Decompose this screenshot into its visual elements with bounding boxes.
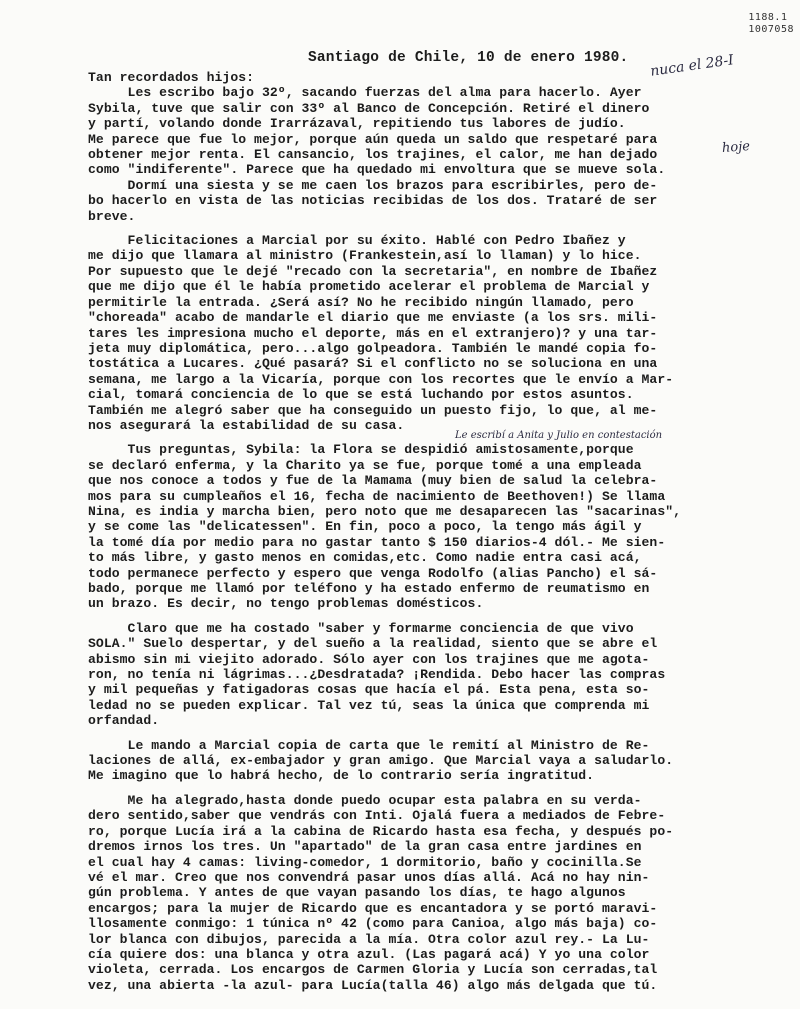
letter-line: Le mando a Marcial copia de carta que le remití al Ministro de Re- — [88, 737, 650, 753]
paragraph — [88, 738, 788, 784]
letter-line: todo permanece perfecto y espero que venga Rodolfo (alias Pancho) el sá- — [88, 565, 658, 581]
letter-line: Les escribo bajo 32º, sacando fuerzas del alma para hacerlo. Ayer — [88, 85, 642, 101]
letter-line: vé el mar. Creo que nos convendrá pasar unos días allá. Acá no hay nin- — [88, 869, 650, 885]
letter-line: Por supuesto que le dejé "recado con la secretaria", en nombre de Ibañez — [88, 263, 658, 279]
letter-line: me dijo que llamara al ministro (Frankestein,así lo llaman) y lo hice. — [88, 248, 642, 264]
archive-code-line-1: 1188.1 — [748, 12, 788, 23]
letter-date: Santiago de Chile, 10 de enero 1980. — [308, 50, 629, 66]
letter-line: tostática a Lucares. ¿Qué pasará? Si el conflicto no se soluciona en una — [88, 356, 658, 372]
letter-line: bado, porque me llamó por teléfono y ha estado enfermo de reumatismo en — [88, 581, 650, 596]
letter-line: se declaró enferma, y la Charito ya se fue, porque tomé a una empleada — [88, 457, 642, 473]
letter-line: jeta muy diplomática, pero...algo golpeadora. También le mandé copia fo- — [88, 340, 658, 356]
archive-code-line-2: 1007058 — [748, 24, 794, 35]
letter-line: Dormí una siesta y se me caen los brazos para escribirles, pero de- — [88, 177, 658, 193]
letter-line: También me alegró saber que ha conseguido un puesto fijo, lo que, al me- — [88, 402, 658, 418]
letter-line: Sybila, tuve que salir con 33º al Banco de Concepción. Retiré el dinero — [88, 100, 650, 116]
letter-line: ro, porque Lucía irá a la cabina de Ricardo hasta esa fecha, y después po- — [88, 823, 674, 839]
letter-line: un brazo. Es decir, no tengo problemas domésticos. — [88, 596, 484, 612]
letter-line: Me parece que fue lo mejor, porque aún queda un saldo que respetaré para — [88, 131, 658, 147]
handwritten-note-right: hoje — [721, 139, 751, 156]
letter-line: ron, no tenía ni lágrimas...¿Desdratada? ¡Rendida. Debo hacer las compras — [88, 667, 666, 683]
archive-code — [748, 12, 794, 36]
letter-line: violeta, cerrada. Los encargos de Carmen Gloria y Lucía son cerradas,tal — [88, 962, 658, 978]
letter-line: breve. — [88, 208, 136, 224]
letter-line: cía quiere dos: una blanca y otra azul. (Las pagará acá) Y yo una color — [88, 946, 650, 962]
letter-line: Me ha alegrado,hasta donde puedo ocupar esta palabra en su verda- — [88, 792, 642, 808]
letter-line: que nos conoce a todos y fue de la Mamama (muy bien de salud la celebra- — [88, 473, 658, 489]
salutation: Tan recordados hijos: — [88, 70, 255, 85]
letter-line: bo hacerlo en vista de las noticias recibidas de los dos. Trataré de ser — [88, 193, 658, 209]
letter-line: orfandad. — [88, 713, 160, 729]
letter-line: tares les impresiona mucho el deporte, más en el extranjero)? y una tar- — [88, 325, 658, 341]
letter-line: y mil pequeñas y fatigadoras cosas que hacía el pá. Esta pena, esta so- — [88, 682, 650, 698]
handwritten-note-top-right: nuca el 28-I — [649, 52, 735, 80]
letter-line: Claro que me ha costado "saber y formarme conciencia de que vivo — [88, 620, 634, 636]
letter-line: abismo sin mi viejito adorado. Sólo ayer con los trajines que me agota- — [88, 651, 650, 667]
letter-line: y se come las "delicatessen". En fin, poco a poco, la tengo más ágil y — [88, 519, 642, 535]
letter-line: que me dijo que él le había prometido acelerar el problema de Marcial y — [88, 279, 650, 295]
paragraph-gap — [88, 729, 788, 738]
paragraph — [88, 442, 788, 611]
paragraph — [88, 793, 788, 993]
letter-line: Nina, es india y marcha bien, pero noto que me desaparecen las "sacarinas", — [88, 503, 682, 519]
letter-line: laciones de allá, ex-embajador y gran amigo. Que Marcial vaya a saludarlo. — [88, 753, 674, 769]
letter-line: dero sentido,saber que vendrás con Inti. Ojalá fuera a mediados de Febre- — [88, 808, 666, 824]
letter-line: encargos; para la mujer de Ricardo que es encantadora y se portó maravi- — [88, 900, 658, 916]
letter-line: llosamente conmigo: 1 túnica nº 42 (como para Canioa, algo más baja) co- — [88, 916, 658, 932]
letter-line: gún problema. Y antes de que vayan pasando los días, te hago algunos — [88, 885, 626, 901]
letter-line: como "indiferente". Parece que ha quedado mi envoltura que se mueve sola. — [88, 162, 666, 178]
letter-line: nos asegurará la estabilidad de su casa. — [88, 417, 405, 433]
letter-line: ledad no se pueden explicar. Tal vez tú, seas la única que comprenda mi — [88, 697, 650, 713]
letter-line: permitirle la entrada. ¿Será así? No he recibido ningún llamado, pero — [88, 294, 634, 310]
paragraph — [88, 85, 788, 224]
letter-line: mos para su cumpleaños el 16, fecha de nacimiento de Beethoven!) Se llama — [88, 488, 666, 504]
letter-body — [88, 70, 788, 993]
letter-line: obtener mejor renta. El cansancio, los trajines, el calor, me han dejado — [88, 147, 658, 163]
letter-line: el cual hay 4 camas: living-comedor, 1 dormitorio, baño y cocinilla.Se — [88, 854, 642, 870]
letter-line: semana, me largo a la Vicaría, porque con los recortes que le envío a Mar- — [88, 371, 674, 387]
letter-line: Tus preguntas, Sybila: la Flora se despidió amistosamente,porque — [88, 442, 634, 458]
letter-line: "choreada" acabo de mandarle el diario que me enviaste (a los srs. mili- — [88, 310, 658, 326]
letter-line: Me imagino que lo habrá hecho, de lo contrario sería ingratitud. — [88, 768, 595, 784]
paragraph-gap — [88, 224, 788, 233]
handwritten-note-inline: Le escribí a Anita y Julio en contestación — [455, 430, 663, 441]
letter-line: y partí, volando donde Irarrázaval, repitiendo tus labores de judío. — [88, 116, 626, 132]
letter-line: dremos irnos los tres. Un "apartado" de la gran casa entre jardines en — [88, 839, 642, 855]
letter-line: cial, tomará conciencia de lo que se está luchando por estos asuntos. — [88, 387, 634, 403]
letter-line: Felicitaciones a Marcial por su éxito. Hablé con Pedro Ibañez y — [88, 233, 626, 249]
letter-line: to más libre, y gasto menos en comidas,etc. Como nadie entra casi acá, — [88, 550, 642, 566]
paragraph — [88, 621, 788, 729]
letter-line: SOLA." Suelo despertar, y del sueño a la realidad, siento que se abre el — [88, 636, 658, 652]
letter-line: vez, una abierta -la azul- para Lucía(talla 46) algo más delgada que tú. — [88, 977, 658, 993]
letter-line: lor blanca con dibujos, parecida a la mía. Otra color azul rey.- La Lu- — [88, 931, 650, 947]
paragraph-gap — [88, 784, 788, 793]
paragraph-gap — [88, 612, 788, 621]
paragraph-gap — [88, 433, 788, 442]
letter-line: la tomé día por medio para no gastar tanto $ 150 diarios-4 dól.- Me sien- — [88, 534, 666, 550]
paragraph — [88, 233, 788, 433]
